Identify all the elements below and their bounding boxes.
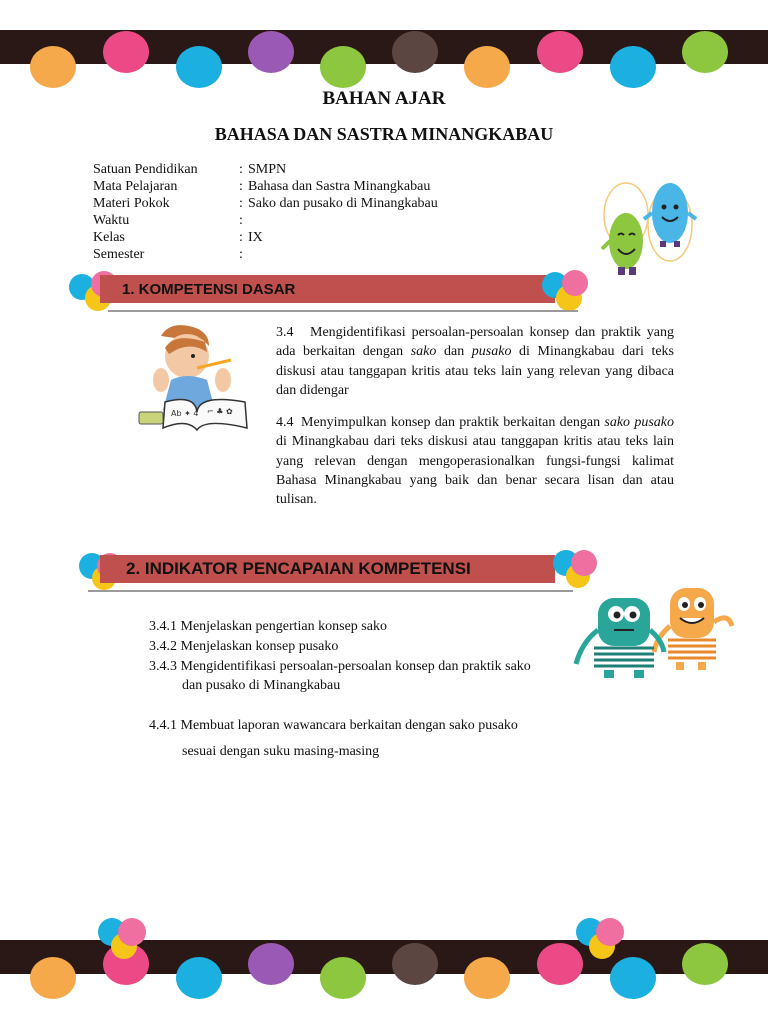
decor-dot xyxy=(248,943,294,985)
kd-text-part: Mengidentifikasi persoalan-persoalan konsep dan praktik yang ada berkaitan dengan xyxy=(276,325,674,360)
decor-dot xyxy=(103,31,149,73)
decor-dot xyxy=(682,943,728,985)
decor-dot xyxy=(30,46,76,88)
kd-term-pusako: pusako xyxy=(471,344,512,360)
info-row xyxy=(93,161,438,178)
kd-text xyxy=(276,323,674,400)
decor-circle xyxy=(118,918,146,946)
info-value: SMPN xyxy=(248,162,287,177)
info-value: IX xyxy=(248,230,263,245)
decor-dot xyxy=(176,46,222,88)
info-row xyxy=(93,229,438,246)
decor-dot xyxy=(464,957,510,999)
kd-text-part: di Minangkabau dari teks diskusi atau tanggapan kritis atau teks lain yang relevan dengan mengoperasionalkan fungsi-fungsi kalimat Bahasa Minangkabau yang baik dan benar secara lisan dan atau tulisan. xyxy=(276,434,674,508)
info-colon: : xyxy=(239,162,243,177)
kd-3-4-paragraph xyxy=(276,323,674,400)
indicator-3-4-2: 3.4.2 Menjelaskan konsep pusako xyxy=(149,639,339,654)
decor-dot xyxy=(610,957,656,999)
info-label: Satuan Pendidikan xyxy=(93,162,198,177)
kd-term-sako-pusako: sako pusako xyxy=(604,415,674,430)
info-row xyxy=(93,195,438,212)
decor-dot xyxy=(392,943,438,985)
indicator-4-4-1-continuation: sesuai dengan suku masing-masing xyxy=(182,744,380,759)
svg-text:Ab ✦ 4: Ab ✦ 4 xyxy=(171,409,199,418)
info-label: Waktu xyxy=(93,213,130,228)
kd-4-4-paragraph xyxy=(276,413,674,509)
info-colon: : xyxy=(239,230,243,245)
decor-dot xyxy=(537,943,583,985)
kd-text-part: di Minangkabau dari teks diskusi atau tanggapan kritis atau teks lain yang relevan yang dibaca dan didengar xyxy=(276,344,675,398)
blob-characters-illustration xyxy=(598,175,702,279)
decor-dot xyxy=(30,957,76,999)
decor-circle xyxy=(562,270,588,296)
decor-dot xyxy=(537,31,583,73)
kd-term-sako: sako xyxy=(410,344,437,360)
info-label: Kelas xyxy=(93,230,125,245)
info-label: Mata Pelajaran xyxy=(93,179,178,194)
svg-text:⌐ ♣ ✿: ⌐ ♣ ✿ xyxy=(207,407,233,416)
decor-dot xyxy=(320,957,366,999)
indicator-3-4-1: 3.4.1 Menjelaskan pengertian konsep sako xyxy=(149,619,387,634)
indicator-3-4-3: 3.4.3 Mengidentifikasi persoalan-persoalan konsep dan praktik sako xyxy=(149,659,531,674)
kd-number: 3.4 xyxy=(276,325,294,340)
info-colon: : xyxy=(239,213,243,228)
kd-text-part: dan xyxy=(436,344,472,360)
identity-table xyxy=(93,161,438,263)
info-row xyxy=(93,246,438,263)
info-colon: : xyxy=(239,179,243,194)
info-value: Sako dan pusako di Minangkabau xyxy=(248,196,438,211)
info-colon: : xyxy=(239,196,243,211)
decor-dot xyxy=(682,31,728,73)
section1-heading: 1. KOMPETENSI DASAR xyxy=(100,275,555,303)
indicator-4-4-1: 4.4.1 Membuat laporan wawancara berkaitan dengan sako pusako xyxy=(149,718,518,733)
decor-dot xyxy=(392,31,438,73)
monster-characters-illustration xyxy=(570,582,736,686)
kd-number: 4.4 xyxy=(276,415,294,430)
info-row xyxy=(93,212,438,229)
decor-dot xyxy=(248,31,294,73)
decor-dot xyxy=(320,46,366,88)
info-colon: : xyxy=(239,247,243,262)
decor-circle xyxy=(571,550,597,576)
info-row xyxy=(93,178,438,195)
info-label: Materi Pokok xyxy=(93,196,170,211)
page-title: BAHAN AJAR xyxy=(322,88,446,109)
kd-text-part: Menyimpulkan konsep dan praktik berkaitan dengan xyxy=(301,415,605,430)
decor-dot xyxy=(176,957,222,999)
section1-underline xyxy=(108,310,578,312)
indicator-3-4-3-continuation: dan pusako di Minangkabau xyxy=(182,678,341,693)
decor-dot xyxy=(610,46,656,88)
info-label: Semester xyxy=(93,247,145,262)
info-value: Bahasa dan Sastra Minangkabau xyxy=(248,179,431,194)
section2-underline xyxy=(88,590,573,592)
student-reading-illustration xyxy=(135,322,255,434)
decor-dot xyxy=(464,46,510,88)
decor-circle xyxy=(596,918,624,946)
kd-text xyxy=(276,413,674,509)
section2-heading: 2. INDIKATOR PENCAPAIAN KOMPETENSI xyxy=(100,555,555,583)
page-subtitle: BAHASA DAN SASTRA MINANGKABAU xyxy=(214,124,554,144)
